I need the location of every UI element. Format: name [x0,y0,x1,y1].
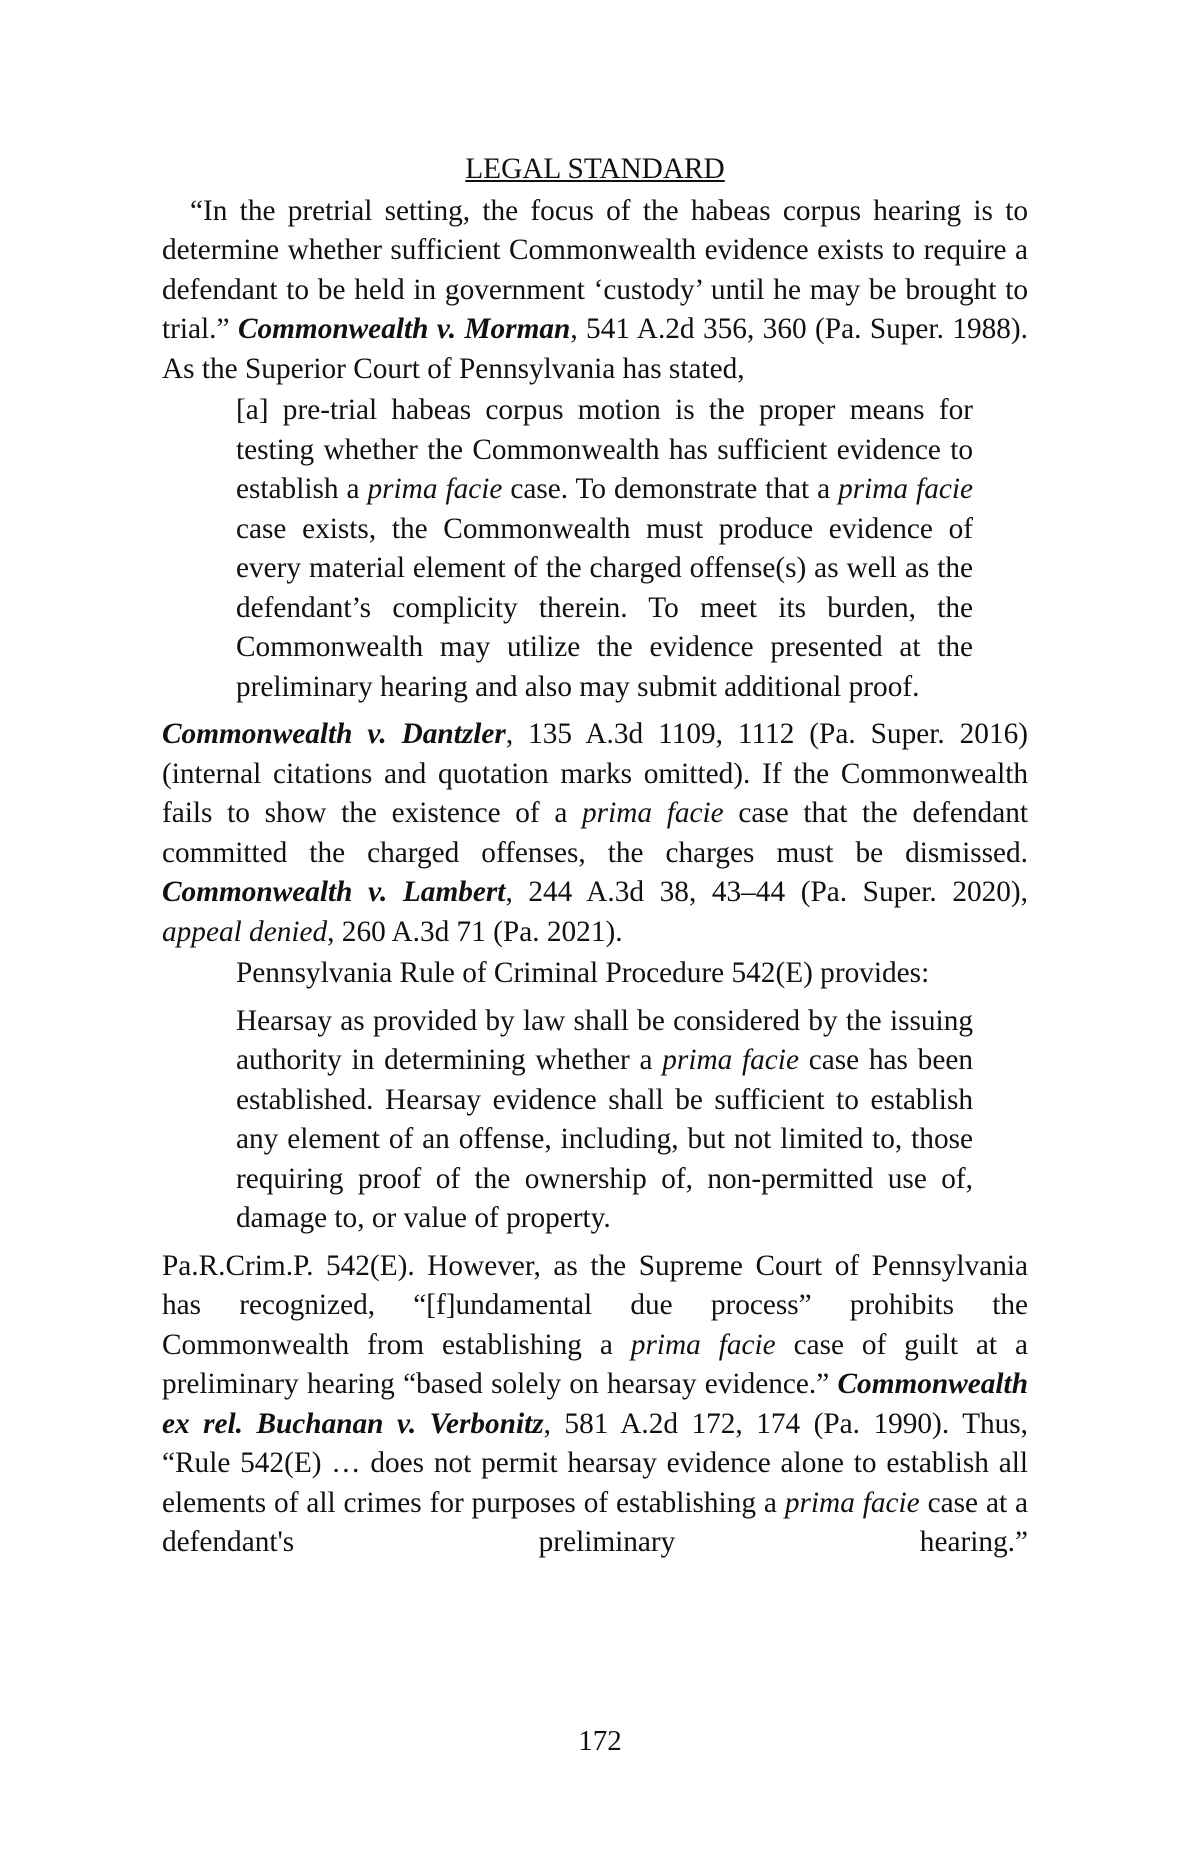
text-run: Hearsay as provided by law shall be considered by the issuing authority in determining whether a [236,1004,973,1076]
text-run: case at a defendant's preliminary hearing.” [162,1486,1029,1558]
block-quote-1 [162,391,1028,707]
paragraph-2 [162,715,1028,952]
text-run: , 260 A.3d 71 (Pa. 2021). [327,915,623,948]
text-run: , 581 A.2d 172, 174 (Pa. 1990). Thus, “Rule 542(E) … does not permit hearsay evidence alone to establish all elements of all crimes for purposes of establishing a [162,1407,1028,1519]
case-citation: Commonwealth v. Dantzler [162,718,506,750]
quote-paragraph [236,1002,973,1239]
text-run: case of guilt at a preliminary hearing “based solely on hearsay evidence.” [162,1328,1028,1400]
text-run: [a] pre-trial habeas corpus motion is the proper means for testing whether the Commonwealth has sufficient evidence to establish a [236,394,973,505]
text-run: , 541 A.2d 356, 360 (Pa. Super. 1988). As the Superior Court of Pennsylvania has stated, [162,313,1028,385]
paragraph-1 [162,192,1028,390]
text-run: case has been established. Hearsay evidence shall be sufficient to establish any element of an offense, including, but not limited to, those requiring proof of the ownership of, non-permitted use of, damage to, or value of property. [236,1044,973,1234]
block-quote-2 [162,954,1028,1239]
text-run: , 135 A.3d 1109, 1112 (Pa. Super. 2016) (internal citations and quotation marks omitted). If the Commonwealth fails to show the existence of a [162,718,1028,829]
italic-term: prima facie [784,1486,920,1519]
quote-paragraph [236,391,973,707]
text-run: case. To demonstrate that a [502,473,839,505]
section-heading: LEGAL STANDARD [465,153,725,185]
text-run: case exists, the Commonwealth must produce evidence of every material element of the charged offense(s) as well as the defendant’s complicity therein. To meet its burden, the Commonwealth may utilize the evidence presented at the preliminary hearing and also may submit additional proof. [236,512,973,703]
italic-term: prima facie [630,1328,776,1361]
italic-term: appeal denied [162,915,328,948]
case-citation: Commonwealth ex rel. Buchanan v. Verbonitz [162,1368,1028,1440]
text-run: Pa.R.Crim.P. 542(E). However, as the Supreme Court of Pennsylvania has recognized, “[f]undamental due process” prohibits the Commonwealth from establishing a [162,1249,1028,1361]
case-citation: Commonwealth v. Lambert [162,876,506,908]
italic-term: prima facie [582,797,724,829]
paragraph-3 [162,1247,1028,1563]
page-number: 172 [578,1725,622,1757]
italic-term: prima facie [662,1044,799,1076]
italic-term: prima facie [367,473,503,505]
text-run: “In the pretrial setting, the focus of the habeas corpus hearing is to determine whether sufficient Commonwealth evidence exists to require a defendant to be held in government ‘custody’ until he may be brought to trial.” [162,194,1028,345]
italic-term: prima facie [838,473,973,505]
case-citation: Commonwealth v. Morman [237,313,571,345]
document-page [162,150,1028,1563]
text-run: , 244 A.3d 38, 43–44 (Pa. Super. 2020), [505,876,1028,908]
quote-intro: Pennsylvania Rule of Criminal Procedure 542(E) provides: [236,957,930,989]
text-run: case that the defendant committed the charged offenses, the charges must be dismissed. [162,797,1028,869]
